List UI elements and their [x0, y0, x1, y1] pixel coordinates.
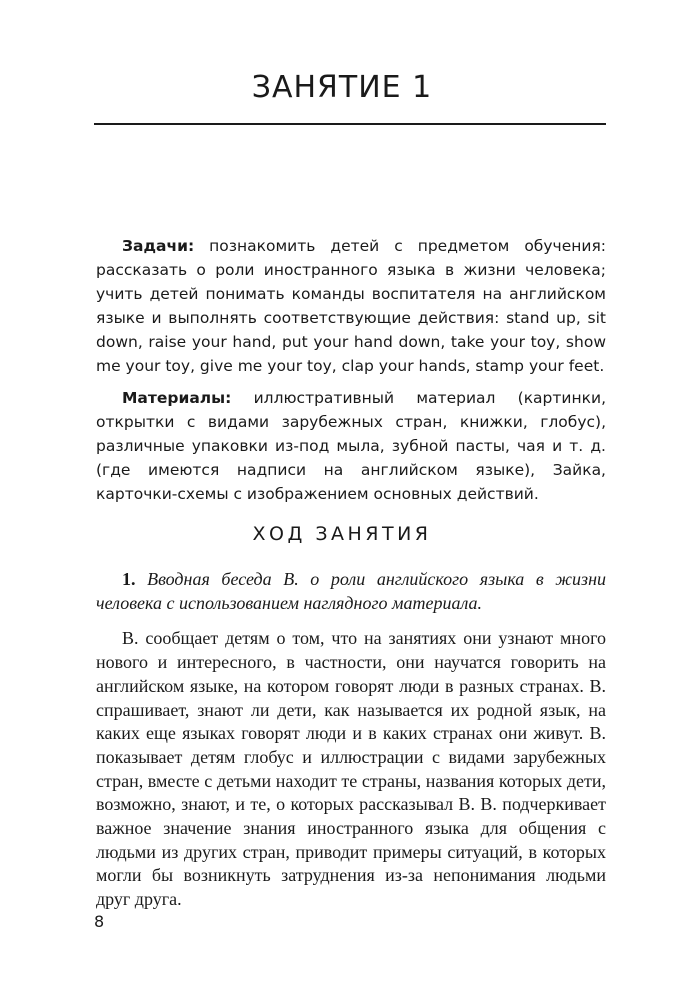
chapter-title: ЗАНЯТИЕ 1: [251, 70, 433, 105]
materials-label: Материалы:: [122, 389, 232, 407]
section-heading: ХОД ЗАНЯТИЯ: [252, 523, 432, 545]
lesson-intro: [96, 234, 606, 514]
tasks-paragraph: [96, 234, 606, 378]
body-paragraph: В. сообщает детям о том, что на занятиях они узнают много нового и интересного, в частности, они научатся говорить на английском языке, на котором говорят люди в разных странах. В. спрашивает, знают ли дети, как называется их родной язык, на каких еще языках говорят люди и в каких странах они живут. В. показывает детям глобус и иллюстрации с видами зарубежных стран, вместе с детьми находит те страны, названия которых дети, возможно, знают, и те, о которых рассказывал В. В. подчеркивает важное значение знания иностранного языка для общения с людьми из других стран, приводит примеры ситуаций, в которых могли бы возникнуть затруднения из-за непонимания людьми друг друга.: [96, 628, 606, 910]
page-number: 8: [94, 912, 105, 931]
item-number: 1.: [122, 569, 136, 589]
item-title: Вводная беседа В. о роли английского языка в жизни человека с использованием наглядного материала.: [96, 569, 606, 613]
lesson-body: [96, 568, 606, 924]
materials-paragraph: [96, 386, 606, 506]
tasks-label: Задачи:: [122, 237, 195, 255]
materials-text: иллюстративный материал (картинки, открытки с видами зарубежных стран, книжки, глобус), различные упаковки из-под мыла, зубной пасты, чая и т. д. (где имеются надписи на английском языке), Зайка, карточки-схемы с изображением основных действий.: [96, 389, 606, 503]
item-heading-paragraph: [96, 568, 606, 615]
tasks-text: познакомить детей с предметом обучения: рассказать о роли иностранного языка в жизни человека; учить детей понимать команды воспитателя на английском языке и выполнять соответствующие действия: stand up, sit down, raise your hand, put your hand down, take your toy, show me your toy, give me your toy, clap your hands, stamp your feet.: [96, 237, 606, 375]
title-divider: [94, 123, 606, 125]
